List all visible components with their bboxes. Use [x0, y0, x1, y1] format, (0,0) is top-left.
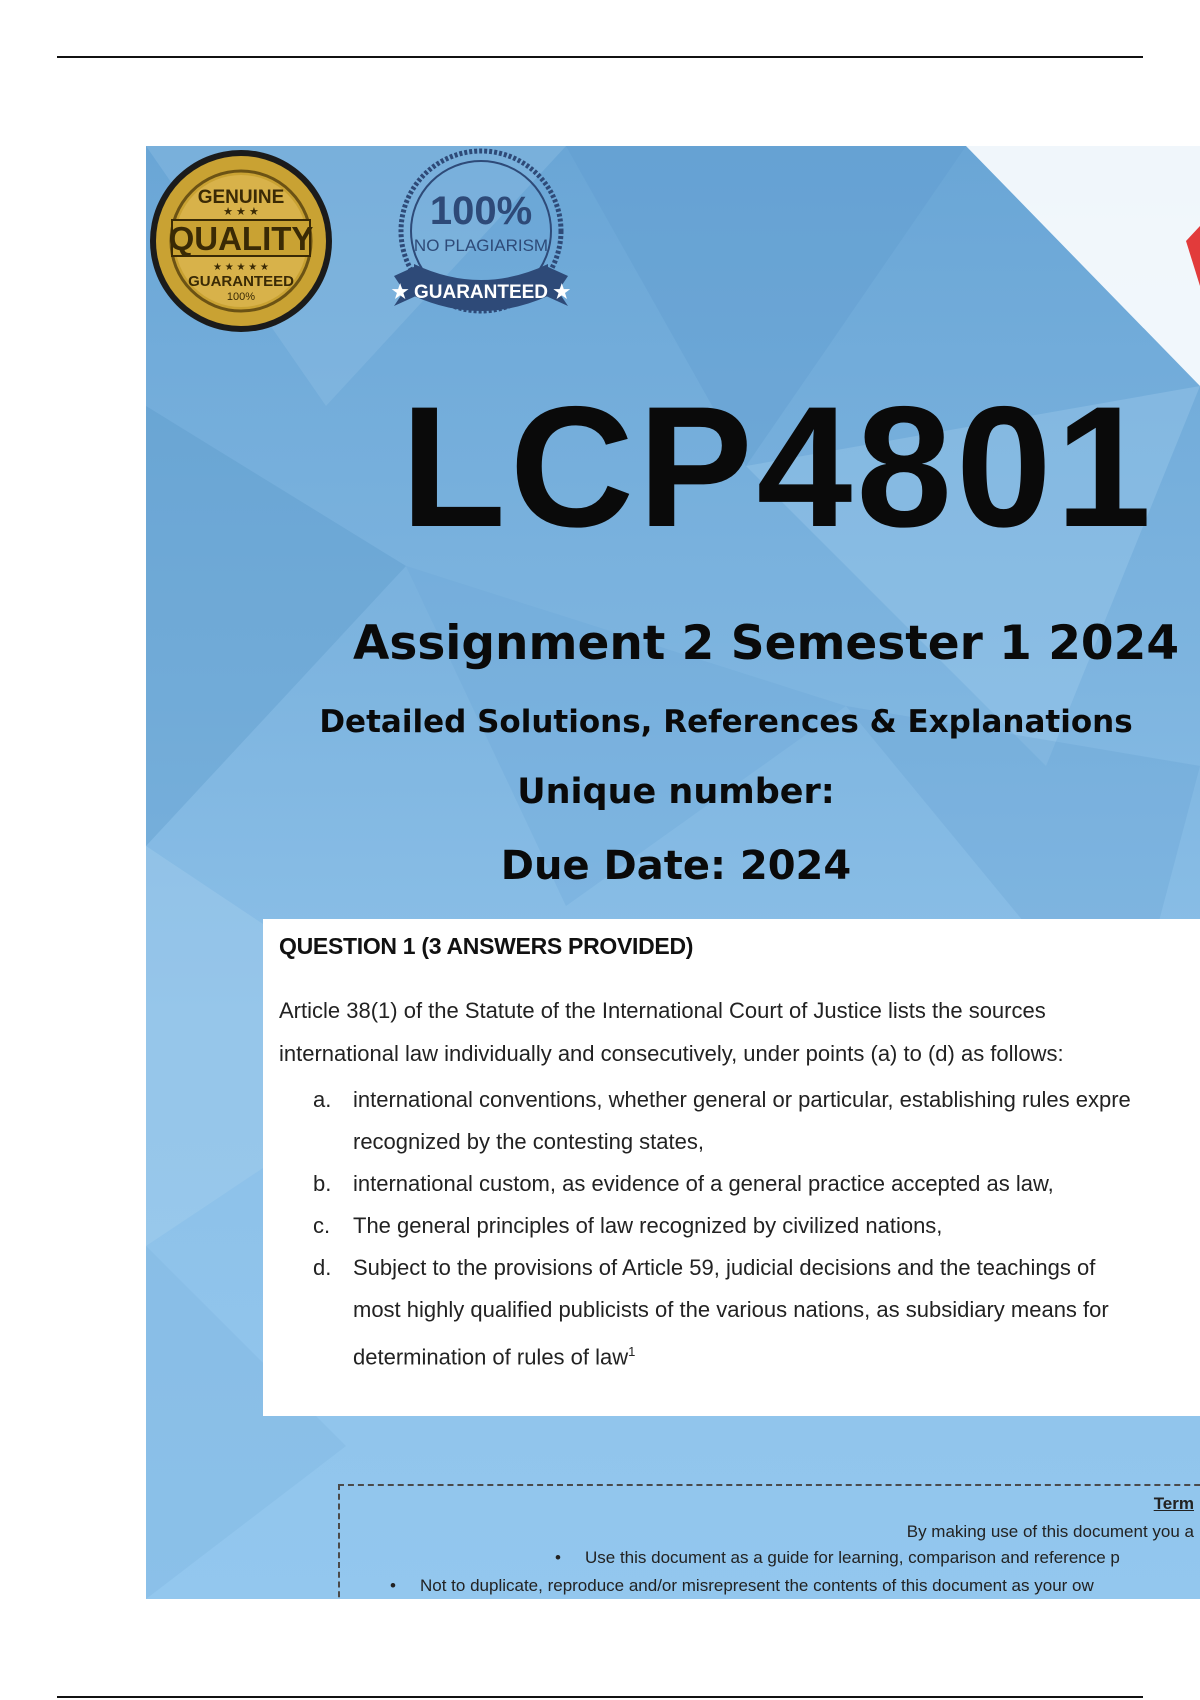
- list-item: [313, 1247, 1131, 1378]
- terms-bullet-text: Use this document as a guide for learning, comparison and reference p: [585, 1548, 1120, 1567]
- list-item: [313, 1079, 1131, 1163]
- list-marker: d.: [313, 1255, 332, 1280]
- course-code-title: LCP4801: [400, 371, 1156, 563]
- terms-intro: By making use of this document you a: [906, 1522, 1194, 1541]
- list-marker: a.: [313, 1087, 332, 1112]
- solutions-subtitle: Detailed Solutions, References & Explanations: [319, 704, 1133, 740]
- bullet-icon: •: [390, 1576, 396, 1595]
- list-item-text: [353, 1331, 1131, 1378]
- list-item-text: recognized by the contesting states,: [353, 1129, 704, 1154]
- list-item-text-last: determination of rules of law: [353, 1344, 629, 1370]
- svg-text:100%: 100%: [429, 189, 533, 233]
- svg-text:GUARANTEED: GUARANTEED: [188, 273, 294, 290]
- due-date-label: Due Date: 2024: [500, 843, 852, 889]
- terms-bullet: [390, 1576, 1094, 1596]
- svg-text:★ GUARANTEED ★: ★ GUARANTEED ★: [391, 282, 571, 303]
- bullet-icon: •: [555, 1548, 561, 1567]
- sources-list: [313, 1079, 1131, 1378]
- footnote-marker: 1: [628, 1344, 636, 1359]
- list-item-text: The general principles of law recognized by civilized nations,: [353, 1213, 943, 1238]
- top-rule: [57, 56, 1143, 58]
- svg-text:QUALITY: QUALITY: [168, 220, 314, 257]
- list-item-text: most highly qualified publicists of the various nations, as subsidiary means for: [353, 1297, 1109, 1322]
- list-item-text: international conventions, whether general or particular, establishing rules expre: [353, 1087, 1131, 1112]
- svg-text:★ ★ ★ ★ ★: ★ ★ ★ ★ ★: [213, 262, 269, 273]
- question-panel: [263, 919, 1200, 1416]
- question-intro: [279, 989, 1200, 1075]
- terms-box: [338, 1484, 1200, 1599]
- svg-text:NO PLAGIARISM: NO PLAGIARISM: [413, 236, 549, 255]
- intro-line: Article 38(1) of the Statute of the International Court of Justice lists the sources: [279, 998, 1046, 1023]
- unique-number-label: Unique number:: [517, 772, 835, 812]
- bottom-rule: [57, 1696, 1143, 1698]
- list-marker: b.: [313, 1171, 332, 1196]
- list-item-text: international custom, as evidence of a general practice accepted as law,: [353, 1171, 1054, 1196]
- svg-text:★ ★ ★: ★ ★ ★: [223, 206, 259, 218]
- svg-text:GENUINE: GENUINE: [197, 187, 285, 208]
- terms-bullet: [555, 1548, 1120, 1568]
- quality-guarantee-seal: [148, 148, 334, 334]
- question-heading: QUESTION 1 (3 ANSWERS PROVIDED): [279, 933, 694, 959]
- svg-text:100%: 100%: [226, 291, 256, 303]
- cover-page: [146, 146, 1200, 1599]
- list-item-text: Subject to the provisions of Article 59, judicial decisions and the teachings of: [353, 1255, 1096, 1280]
- assignment-heading: Assignment 2 Semester 1 2024: [352, 616, 1180, 671]
- intro-line: international law individually and consecutively, under points (a) to (d) as follows:: [279, 1041, 1064, 1066]
- list-item: [313, 1163, 1131, 1205]
- terms-bullet-text: Not to duplicate, reproduce and/or misrepresent the contents of this document as your ow: [420, 1576, 1094, 1595]
- list-marker: c.: [313, 1213, 331, 1238]
- no-plagiarism-stamp: [386, 146, 596, 336]
- terms-title: Term: [1153, 1494, 1194, 1513]
- list-item: [313, 1205, 1131, 1247]
